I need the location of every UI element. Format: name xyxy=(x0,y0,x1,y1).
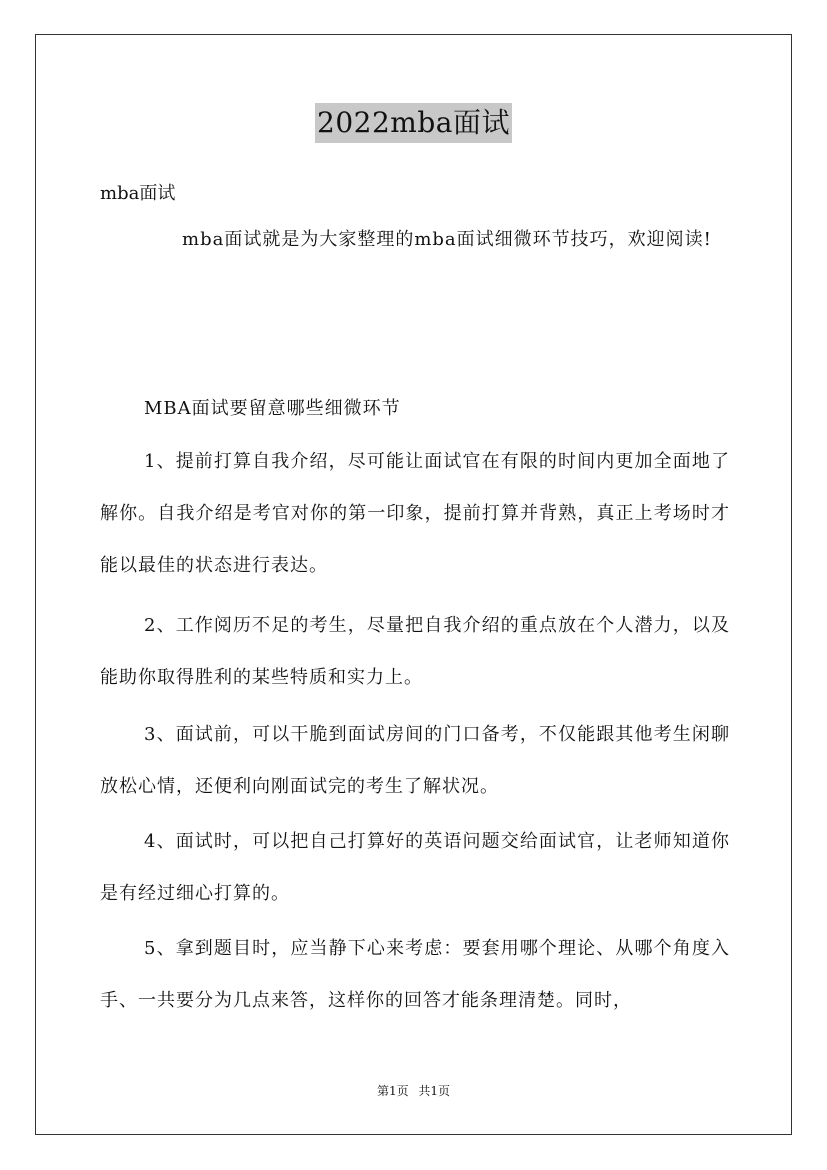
section-heading: MBA面试要留意哪些细微环节 xyxy=(144,398,401,419)
page-footer xyxy=(0,1082,827,1100)
title-container xyxy=(0,103,827,143)
paragraph-5: 5、拿到题目时，应当静下心来考虑：要套用哪个理论、从哪个角度入手、一共要分为几点来答，这样你的回答才能条理清楚。同时， xyxy=(100,938,730,1011)
paragraph-1: 1、提前打算自我介绍，尽可能让面试官在有限的时间内更加全面地了解你。自我介绍是考官对你的第一印象，提前打算并背熟，真正上考场时才能以最佳的状态进行表达。 xyxy=(100,451,730,576)
page-total: 共1页 xyxy=(418,1084,451,1098)
document-title: 2022mba面试 xyxy=(315,103,512,143)
document-subtitle: mba面试 xyxy=(100,183,176,204)
intro-paragraph: mba面试就是为大家整理的mba面试细微环节技巧，欢迎阅读! xyxy=(182,229,712,250)
paragraph-3: 3、面试前，可以干脆到面试房间的门口备考，不仅能跟其他考生闲聊放松心情，还便利向刚面试完的考生了解状况。 xyxy=(100,724,730,797)
page-number: 第1页 xyxy=(376,1084,409,1098)
paragraph-4: 4、面试时，可以把自己打算好的英语问题交给面试官，让老师知道你是有经过细心打算的。 xyxy=(100,831,730,904)
paragraph-2: 2、工作阅历不足的考生，尽量把自我介绍的重点放在个人潜力，以及能助你取得胜利的某些特质和实力上。 xyxy=(100,615,730,688)
